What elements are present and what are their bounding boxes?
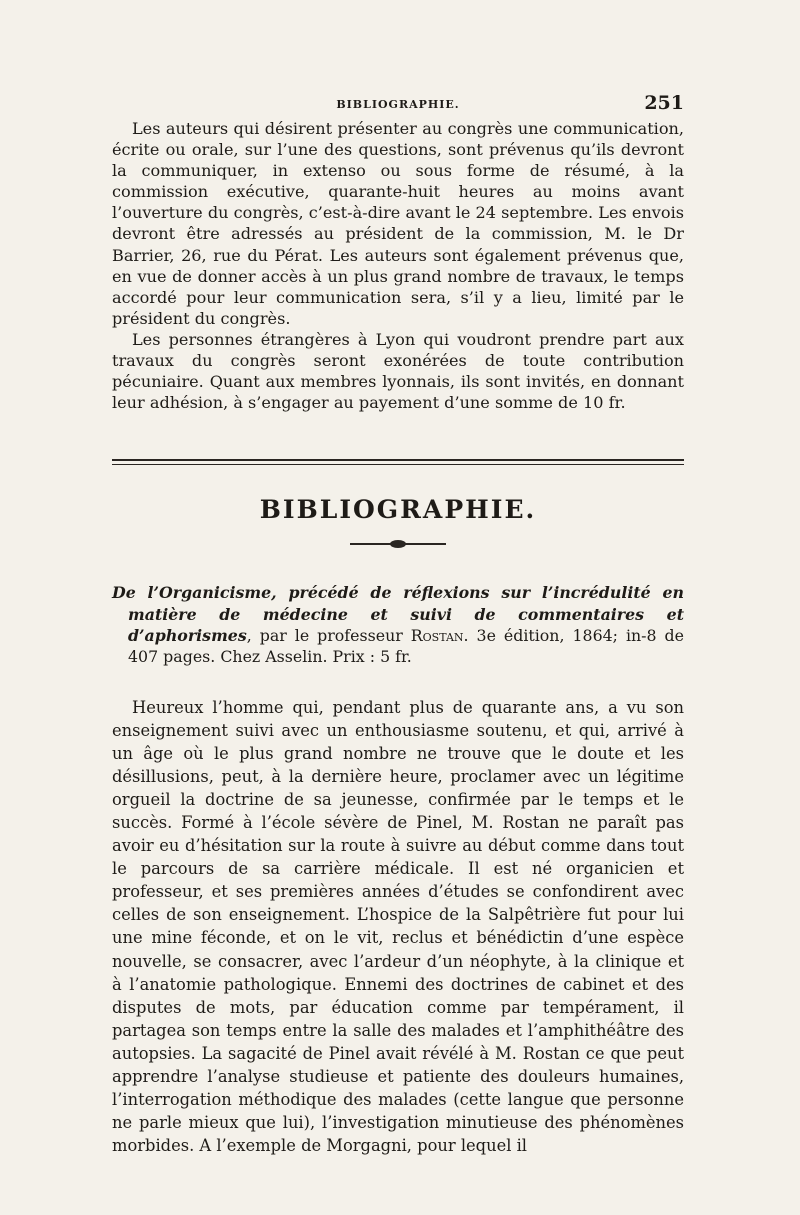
intro-paragraph-2: Les personnes étrangères à Lyon qui voudront prendre part aux travaux du congrès seront exonérées de toute contribution pécuniaire. Quant aux membres lyonnais, ils sont invités, en donnant leur adhésion, à s’engager au payement d’une somme de 10 fr. <box>112 329 684 413</box>
section-title: BIBLIOGRAPHIE. <box>259 495 537 525</box>
ornament-divider <box>350 540 446 548</box>
intro-paragraph-1: Les auteurs qui désirent présenter au congrès une communication, écrite ou orale, sur l’une des questions, sont prévenus qu’ils devront la communiquer, in extenso ou sous forme de résumé, à la commission exécutive, quarante-huit heures au moins avant l’ouverture du congrès, c’est-à-dire avant le 24 septembre. Les envois devront être adressés au président de la commission, M. le Dr Barrier, 26, rue du Pérat. Les auteurs sont également prévenus que, en vue de donner accès à un plus grand nombre de travaux, le temps accordé pour leur communication sera, s’il y a lieu, limité par le président du congrès. <box>112 119 684 328</box>
review-body <box>112 696 684 1158</box>
review-paragraph: Heureux l’homme qui, pendant plus de quarante ans, a vu son enseignement suivi avec un enthousiasme soutenu, et qui, arrivé à un âge où le plus grand nombre ne trouve que le doute et les désillusions, peut, à la dernière heure, proclamer avec un légitime orgueil la doctrine de sa jeunesse, confirmée par le temps et le succès. Formé à l’école sévère de Pinel, M. Rostan ne paraît pas avoir eu d’hésitation sur la route à suivre au début comme dans tout le parcours de sa carrière médicale. Il est né organicien et professeur, et ses premières années d’études se confondirent avec celles de son enseignement. L’hospice de la Salpêtrière fut pour lui une mine féconde, et on le vit, reclus et bénédictin d’une espèce nouvelle, se consacrer, avec l’ardeur d’un néophyte, à la clinique et à l’anatomie pathologique. Ennemi des doctrines de cabinet et des disputes de mots, par éducation comme par tempérament, il partagea son temps entre la salle des malades et l’amphithéâtre des autopsies. La sagacité de Pinel avait révélé à M. Rostan ce que peut apprendre l’analyse studieuse et patiente des douleurs humaines, l’interrogation méthodique des malades (cette langue que personne ne parle mieux que lui), l’investigation minutieuse des phénomènes morbides. A l’exemple de Morgagni, pour lequel il <box>112 697 684 1156</box>
bibliography-entry <box>112 582 684 667</box>
section-divider <box>112 459 684 461</box>
book-title: De l’Organicisme, précédé de réflexions sur l’incrédulité en matière de médecine et suivi de commentaires et d’aphorismes <box>112 583 684 645</box>
book-author: Rostan <box>410 625 464 645</box>
author-prefix: , par le professeur <box>246 625 411 645</box>
book-page <box>112 92 684 1157</box>
section-divider-thin <box>112 464 684 465</box>
running-title: BIBLIOGRAPHIE. <box>336 98 460 111</box>
running-head <box>112 92 684 118</box>
book-details: . 3e édition, 1864; in-8 de 407 pages. Chez Asselin. Prix : 5 fr. <box>128 625 684 667</box>
page-number: 251 <box>644 92 684 114</box>
